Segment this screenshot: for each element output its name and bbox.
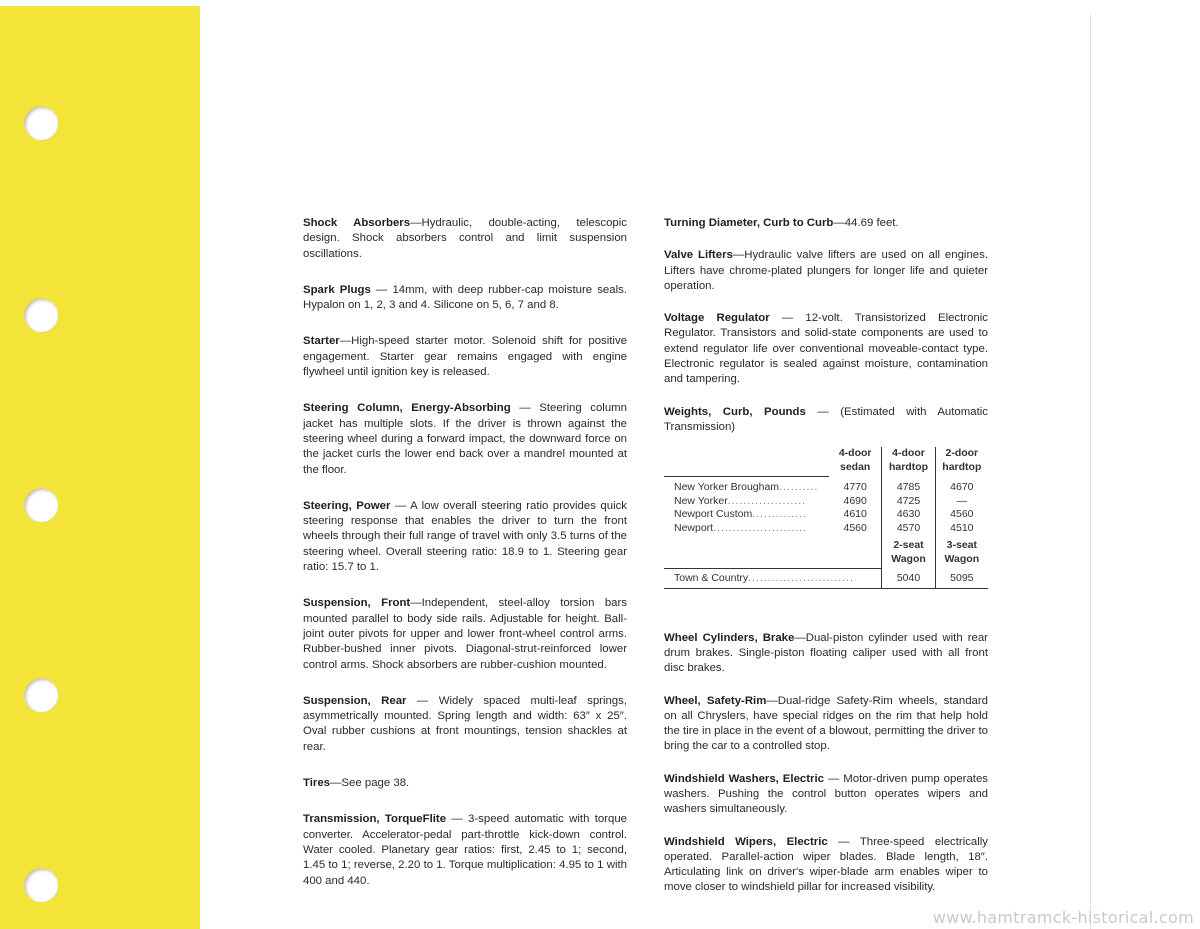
spec-text: Three-speed electrically operated. Parallel-action wiper blades. Blade length, 18″. Articulating link on driver's wiper-blade arm enables wiper to move closer to windshield pillar for increased visibility. [664,835,989,894]
spec-text: Hydraulic, double-acting, telescopic design. Shock absorbers control and limit suspension oscillations. [303,217,627,260]
column-header: 2-seat Wagon [882,539,935,568]
spec-term: Valve Lifters [664,249,733,262]
table-row: Town & Country........................... 5040 5095 [664,569,988,589]
spec-separator: — [823,772,844,785]
spec-entry [664,405,988,436]
spec-separator: — [410,597,422,610]
spec-term: Tires [303,777,331,790]
spec-term: Wheel, Safety-Rim [664,694,767,707]
spec-separator: — [827,835,860,848]
spec-text: 3-speed automatic with torque converter. Accelerator-pedal part-throttle kick-down control. Water cooled. Planetary gear ratios: first, 2.45 to 1; second, 1.45 to 1; reverse, 2.20 to 1. Torque multiplication: 4.95 to 1 with 400 and 440. [303,813,627,887]
spec-text: (Estimated with Automatic Transmission) [664,405,988,433]
left-column [303,216,627,904]
spec-entry [303,283,627,314]
spec-separator: — [370,283,393,296]
binder-hole [24,868,58,902]
table-header-row [664,447,988,476]
spec-entry [303,401,627,477]
spec-term: Turning Diameter, Curb to Curb [664,217,834,229]
spec-entry [664,248,988,294]
spec-entry [664,311,988,387]
spec-text: Steering column jacket has multiple slots. If the driver is thrown against the steering wheel during a forward impact, the downward force on the jacket curls the lower end back over a mandrel mounted at the floor. [303,402,627,476]
spec-term: Suspension, Rear [303,694,407,707]
spec-separator: — [833,217,845,229]
wagon-header-row [664,539,988,568]
spec-term: Transmission, TorqueFlite [303,813,447,826]
spec-separator: — [769,312,806,325]
spec-term: Weights, Curb, Pounds [664,405,806,418]
spec-entry [303,216,627,262]
spec-text: Dual-piston cylinder used with rear drum brakes. Single-piston floating caliper used with all front disc brakes. [664,631,988,675]
table-row: Newport........................ 4560 4570 4510 [664,522,988,536]
spec-term: Steering Column, Energy-Absorbing [303,402,511,415]
binder-hole [24,106,58,140]
weights-table [664,447,988,588]
binder-hole [24,488,58,522]
spec-text: Motor-driven pump operates washers. Pushing the control button operates wipers and washers simultaneously. [664,772,988,816]
spec-entry [664,772,988,818]
spec-text: See page 38. [341,777,410,790]
spec-text: A low overall steering ratio provides quick steering response that enables the driver to turn the front wheels through their full range of travel with only 3.5 turns of the steering wheel. Overall steering ratio: 18.9 to 1. Steering gear ratio: 15.7 to 1. [303,499,627,574]
spec-separator: — [330,777,342,790]
spec-separator: — [410,217,422,229]
spec-term: Steering, Power [303,499,391,512]
table-row: Newport Custom.............. 4610 4630 4560 [664,508,988,522]
spec-term: Voltage Regulator [664,312,770,325]
spec-entry [664,216,988,231]
site-watermark: www.hamtramck-historical.com [932,908,1194,927]
spec-entry [303,499,627,575]
spec-separator: — [805,405,841,418]
spec-entry [303,812,627,888]
spec-separator: — [406,694,439,707]
spec-text: Hydraulic valve lifters are used on all engines. Lifters have chrome-plated plungers for longer life and quieter operation. [664,249,988,292]
spec-separator: — [766,694,778,707]
binder-hole [24,298,58,332]
spec-text: High-speed starter motor. Solenoid shift for positive engagement. Starter gear remains engaged with engine flywheel until ignition key is released. [303,335,627,379]
spec-entry [303,596,627,672]
spec-entry [664,694,988,755]
binder-hole [24,678,58,712]
binder-strip [0,6,200,929]
spec-separator: — [794,631,806,644]
column-header: 3-seat Wagon [935,539,988,568]
spec-term: Starter [303,335,340,348]
spec-entry [664,835,988,896]
column-header: 4-door hardtop [882,447,935,476]
page-fold-line [1090,14,1091,929]
spec-separator: — [339,335,352,348]
table-row: New Yorker Brougham.......... 4770 4785 4670 [664,481,988,495]
spec-text: 12-volt. Transistorized Electronic Regulator. Transistors and solid-state components are used to extend regulator life over conventional moveable-contact type. Electronic regulator is sealed against moisture, contamination and tampering. [664,312,988,386]
spec-separator: — [390,499,411,512]
spec-text: 14mm, with deep rubber-cap moisture seals. Hypalon on 1, 2, 3 and 4. Silicone on 5, 6, 7 and 8. [303,283,627,312]
spec-separator: — [446,813,469,826]
spec-text: Dual-ridge Safety-Rim wheels, standard on all Chryslers, have special ridges on the rim that help hold the tire in place in the event of a blowout, permitting the driver to bring the car to a controlled stop. [664,694,989,753]
spec-entry [303,776,627,791]
spec-term: Wheel Cylinders, Brake [664,631,795,644]
spec-term: Windshield Washers, Electric [664,772,824,785]
spec-term: Spark Plugs [303,283,371,296]
spec-term: Shock Absorbers [303,217,411,229]
spec-text: 44.69 feet. [844,217,899,229]
right-column [664,216,988,911]
table-row: New Yorker.................... 4690 4725 — [664,495,988,509]
spec-term: Suspension, Front [303,597,411,610]
spec-text: Widely spaced multi-leaf springs, asymmetrically mounted. Spring length and width: 63″ x 25″. Oval rubber cushions at front mountings, tension shackles at rear. [303,694,628,753]
column-header: 4-door sedan [838,447,872,473]
column-header: 2-door hardtop [935,447,988,476]
spec-term: Windshield Wipers, Electric [664,835,828,848]
spec-entry [303,334,627,380]
spec-separator: — [732,249,745,262]
spec-entry [303,694,627,755]
spec-text: Independent, steel-alloy torsion bars mounted parallel to body side rails. Adjustable for height. Ball-joint outer pivots for upper and lower front-wheel control arms. Rubber-bushed inner pivots. Diagonal-strut-reinforced lower control arms. Shock absorbers are rubber-cushion mounted. [303,597,627,671]
spec-separator: — [510,402,540,415]
spec-entry [664,631,988,677]
